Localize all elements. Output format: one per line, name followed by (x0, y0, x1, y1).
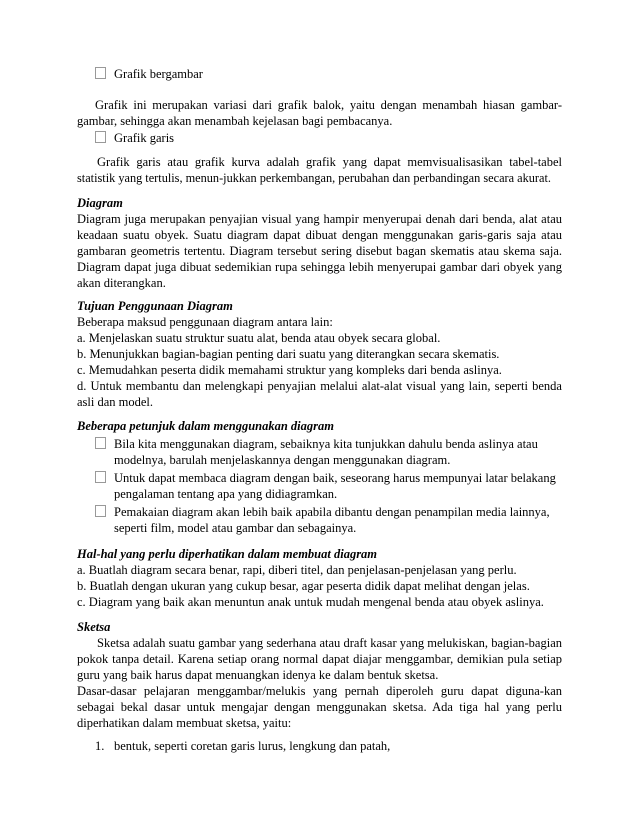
section-heading-hal-hal: Hal-hal yang perlu diperhatikan dalam membuat diagram (77, 547, 378, 561)
paragraph-line: statistik yang tertulis, menun-jukkan perkembangan, perubahan dan perbandingan secara akurat. (77, 171, 551, 185)
paragraph-line: asli dan model. (77, 395, 154, 409)
paragraph-line: Diagram dapat juga dibuat sedemikian rupa sehingga lebih menyerupai gambar dari obyek yang (77, 260, 562, 274)
section-heading-diagram: Diagram (77, 196, 123, 210)
paragraph-line: keadaan suatu obyek. Suatu diagram dapat dibuat dengan menggunakan garis-garis saja atau (77, 228, 562, 242)
paragraph-line: diperhatikan dalam membuat sketsa, yaitu: (77, 716, 292, 730)
paragraph-line: akan diterangkan. (77, 276, 166, 290)
section-heading-sketsa: Sketsa (77, 620, 111, 634)
list-item: b. Buatlah dengan ukuran yang cukup besar, agar peserta didik dapat melihat dengan jelas. (77, 579, 530, 593)
paragraph-line: Beberapa maksud penggunaan diagram antara lain: (77, 315, 333, 329)
bullet-square-icon (95, 436, 106, 452)
bullet-item-continuation: modelnya, barulah menjelaskannya dengan menggunakan diagram. (114, 453, 451, 467)
paragraph-line: Grafik garis atau grafik kurva adalah grafik yang dapat memvisualisasikan tabel-tabel (97, 155, 562, 169)
paragraph-line: Sketsa adalah suatu gambar yang sederhana atau draft kasar yang melukiskan, bagian-bagian (97, 636, 562, 650)
bullet-square-icon (95, 130, 106, 146)
paragraph-line: pokok tanpa detail. Karena setiap orang normal dapat diajar menggambar, demikian pula setiap (77, 652, 562, 666)
bullet-square-icon (95, 470, 106, 486)
paragraph-line: Diagram juga merupakan penyajian visual yang hampir menyerupai denah dari benda, alat atau (77, 212, 562, 226)
bullet-item-grafik-garis: Grafik garis (114, 131, 175, 145)
paragraph-line: sebagai bekal dasar untuk mengajar dengan menggunakan sketsa. Ada tiga hal yang perlu (77, 700, 562, 714)
bullet-item: Untuk dapat membaca diagram dengan baik, seseorang harus mempunyai latar belakang (114, 471, 556, 485)
paragraph-line: gambaran geometris tertentu. Diagram tersebut sering disebut bagan skematis atau skema saja. (77, 244, 562, 258)
bullet-item: Pemakaian diagram akan lebih baik apabila dibantu dengan penampilan media lainnya, (114, 505, 550, 519)
paragraph-line: Grafik ini merupakan variasi dari grafik balok, yaitu dengan menambah hiasan gambar- (95, 98, 562, 112)
list-item: bentuk, seperti coretan garis lurus, lengkung dan patah, (114, 739, 391, 753)
paragraph-line: gambar, sehingga akan menambah kejelasan bagi pembacanya. (77, 114, 393, 128)
section-heading-petunjuk: Beberapa petunjuk dalam menggunakan diagram (77, 419, 334, 433)
bullet-item-continuation: seperti film, model atau gambar dan sebagainya. (114, 521, 357, 535)
list-number: 1. (95, 739, 105, 753)
bullet-item-grafik-bergambar: Grafik bergambar (114, 67, 203, 81)
list-item: d. Untuk membantu dan melengkapi penyajian melalui alat-alat visual yang lain, seperti benda (77, 379, 562, 393)
bullet-item: Bila kita menggunakan diagram, sebaiknya kita tunjukkan dahulu benda aslinya atau (114, 437, 538, 451)
bullet-square-icon (95, 504, 106, 520)
list-item: a. Menjelaskan suatu struktur suatu alat, benda atau obyek secara global. (77, 331, 441, 345)
list-item: b. Menunjukkan bagian-bagian penting dari suatu yang diterangkan secara skematis. (77, 347, 500, 361)
paragraph-line: guru yang baik harus dapat menuangkan idenya ke dalam bentuk sketsa. (77, 668, 439, 682)
list-item: c. Memudahkan peserta didik memahami struktur yang kompleks dari benda aslinya. (77, 363, 502, 377)
section-heading-tujuan: Tujuan Penggunaan Diagram (77, 299, 233, 313)
bullet-square-icon (95, 66, 106, 82)
list-item: c. Diagram yang baik akan menuntun anak untuk mudah mengenal benda atau obyek aslinya. (77, 595, 544, 609)
bullet-item-continuation: pengalaman tentang apa yang didiagramkan. (114, 487, 338, 501)
paragraph-line: Dasar-dasar pelajaran menggambar/melukis yang pernah diperoleh guru dapat diguna-kan (77, 684, 562, 698)
list-item: a. Buatlah diagram secara benar, rapi, diberi titel, dan penjelasan-penjelasan yang perlu. (77, 563, 517, 577)
